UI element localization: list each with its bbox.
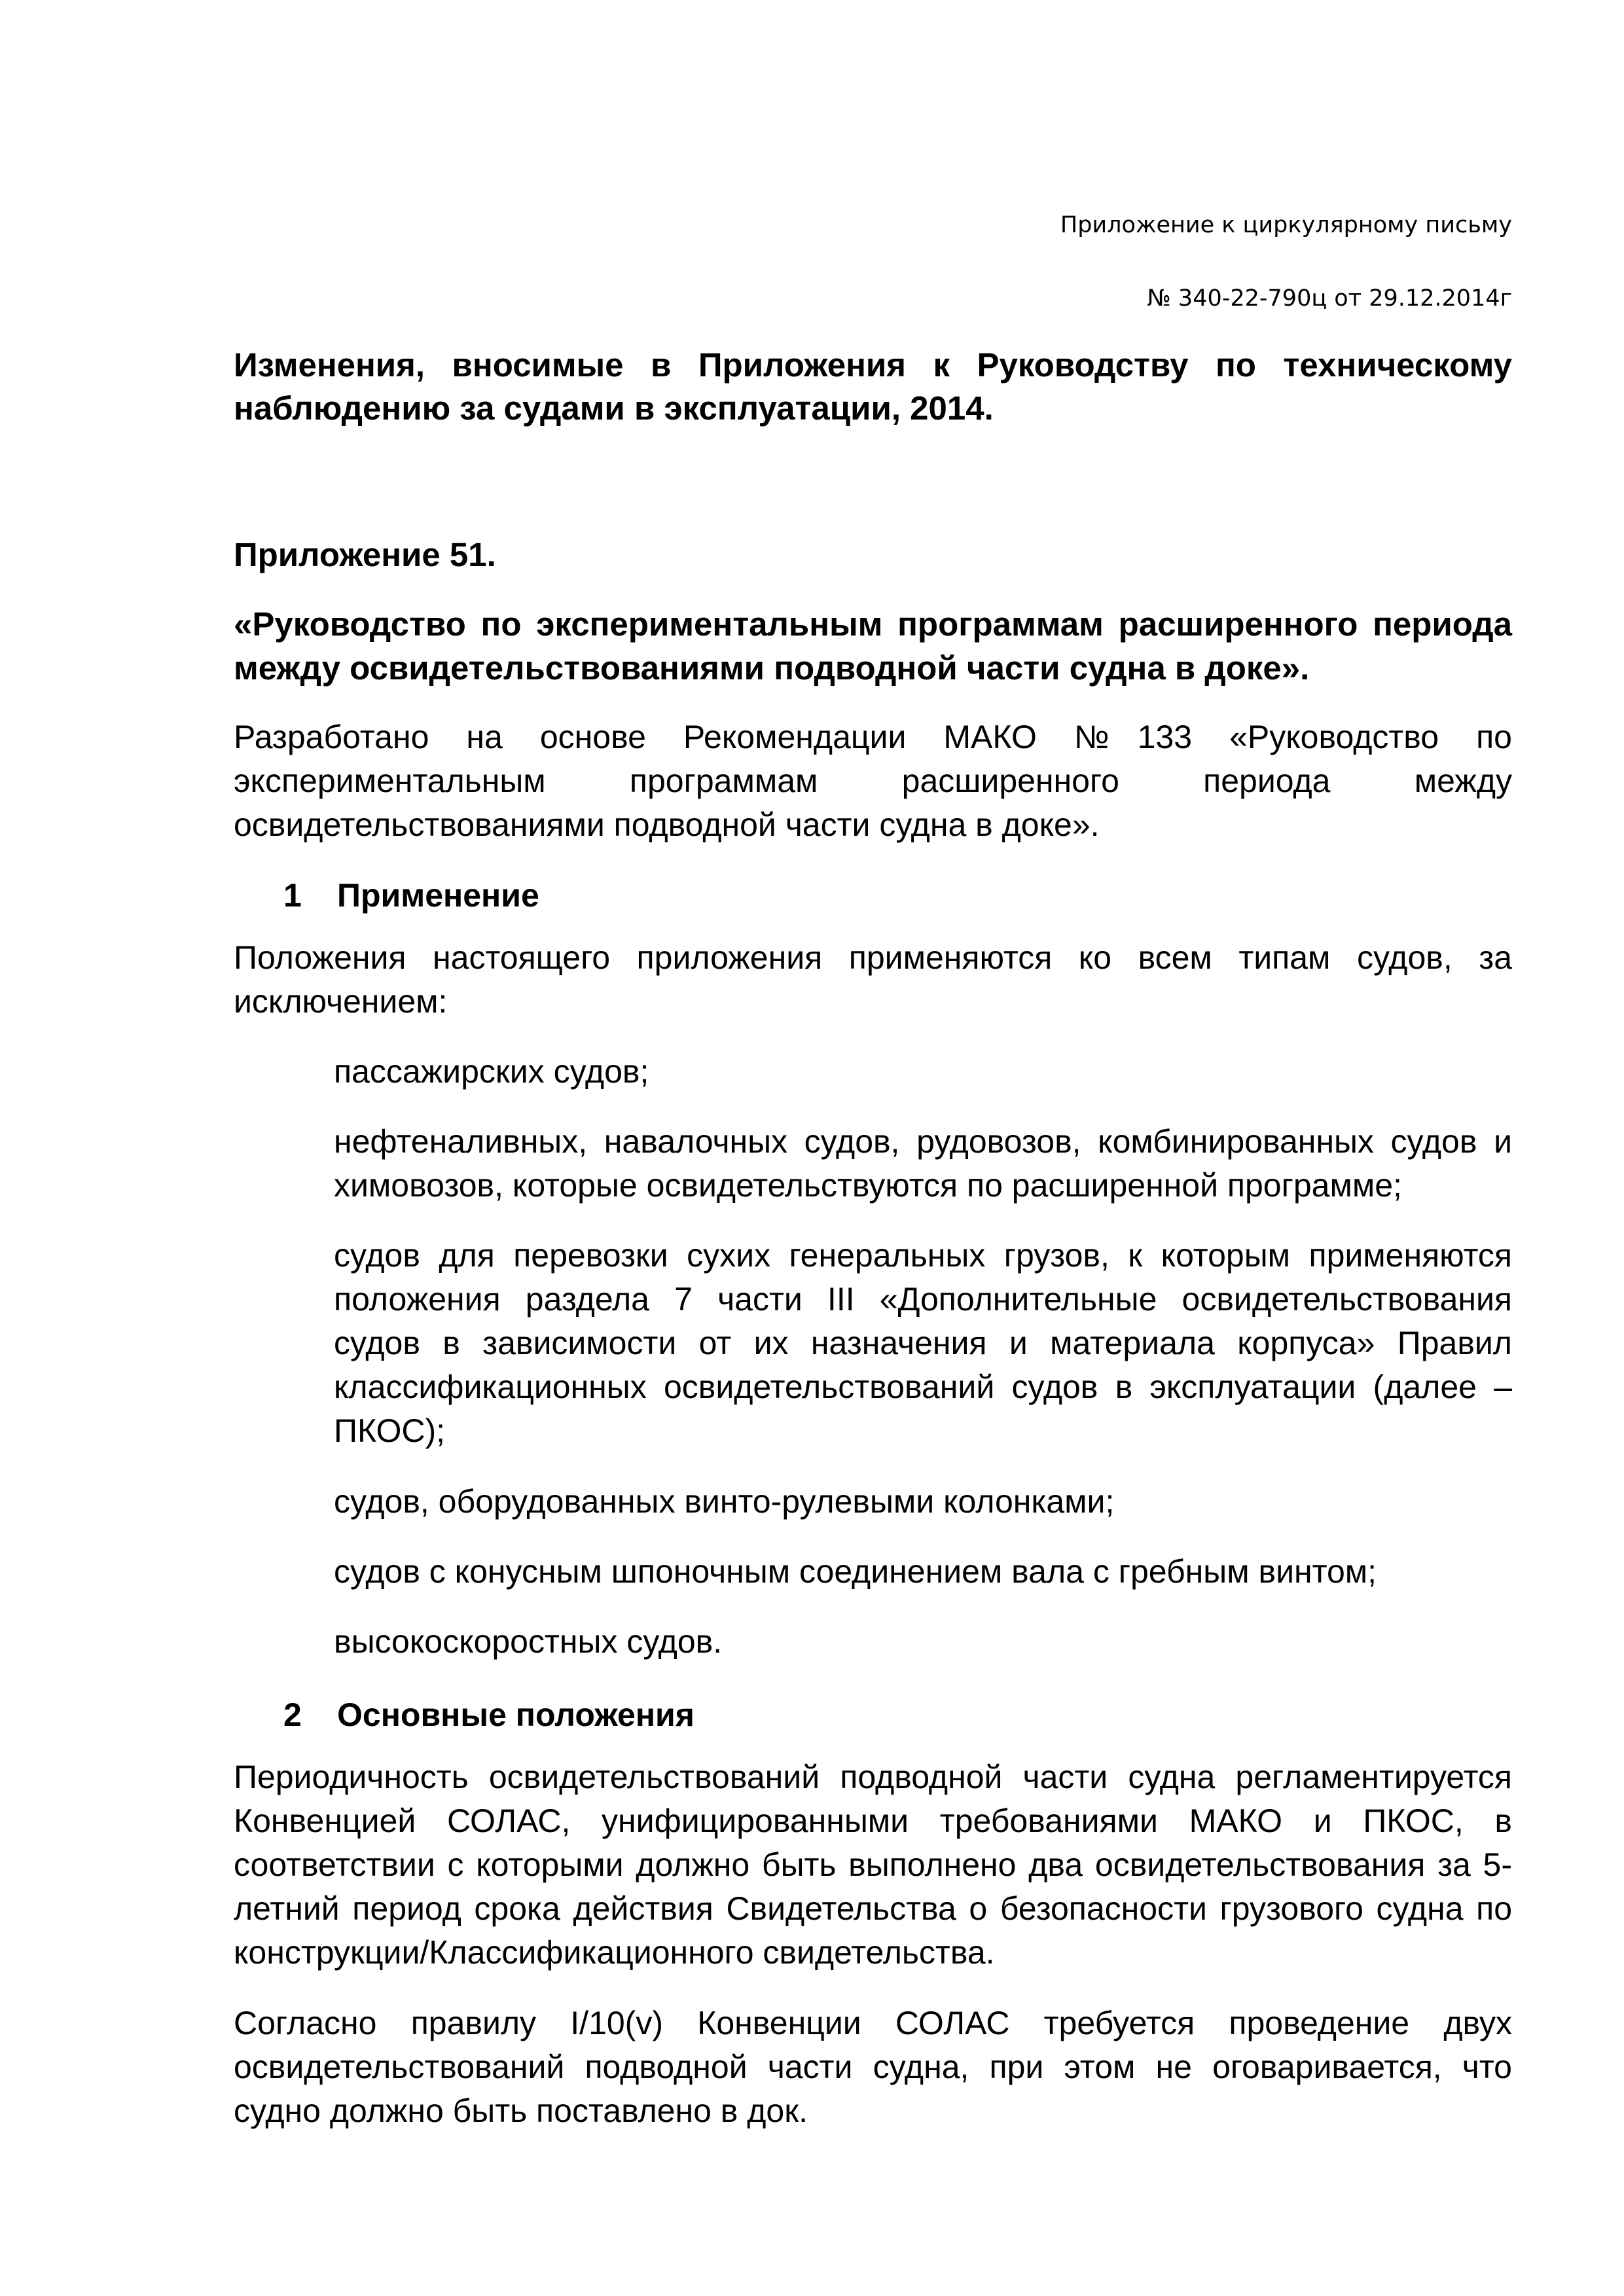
- section-title: Основные положения: [337, 1696, 695, 1733]
- exclusion-list-item: высокоскоростных судов.: [334, 1623, 723, 1660]
- annex-label: Приложение 51.: [234, 536, 496, 573]
- header-letter-number-date: № 340-22-790ц от 29.12.2014г: [1147, 285, 1512, 312]
- exclusion-list-item: нефтеналивных, навалочных судов, рудовозов, комбинированных судов и химовозов, которые освидетельствуются по расширенной программе;: [334, 1123, 1512, 1204]
- main-provisions-paragraph: Согласно правилу I/10(v) Конвенции СОЛАС требуется проведение двух освидетельствований подводной части судна, при этом не оговаривается, что судно должно быть поставлено в док.: [234, 2005, 1512, 2129]
- section-title: Применение: [337, 877, 539, 914]
- section-number: 1: [283, 877, 302, 914]
- application-paragraph: Положения настоящего приложения применяются ко всем типам судов, за исключением:: [234, 939, 1512, 1020]
- section-number: 2: [283, 1696, 302, 1733]
- exclusion-list-item: судов для перевозки сухих генеральных грузов, к которым применяются положения раздела 7 части III «Дополнительные освидетельствования судов в зависимости от их назначения и материала корпуса» Правил классификационных освидетельствований судов в эксплуатации (далее – ПКОС);: [334, 1237, 1512, 1449]
- document-title: Изменения, вносимые в Приложения к Руководству по техническому наблюдению за судами в эксплуатации, 2014.: [234, 346, 1512, 427]
- exclusion-list-item: судов, оборудованных винто-рулевыми колонками;: [334, 1483, 1115, 1520]
- annex-subtitle: «Руководство по экспериментальным программам расширенного периода между освидетельствованиями подводной части судна в доке».: [234, 605, 1512, 687]
- main-provisions-paragraph: Периодичность освидетельствований подводной части судна регламентируется Конвенцией СОЛАС, унифицированными требованиями МАКО и ПКОС, в соответствии с которыми должно быть выполнено два освидетельствования за 5-летний период срока действия Свидетельства о безопасности грузового судна по конструкции/Классификационного свидетельства.: [234, 1759, 1512, 1971]
- header-appendix-note: Приложение к циркулярному письму: [1060, 212, 1512, 238]
- section-heading-application: [283, 874, 539, 918]
- annex-intro-paragraph: Разработано на основе Рекомендации МАКО №133 «Руководство по экспериментальным программам расширенного периода между освидетельствованиями подводной части судна в доке».: [234, 719, 1512, 843]
- exclusion-list-item: судов с конусным шпоночным соединением вала с гребным винтом;: [334, 1553, 1377, 1590]
- section-heading-main-provisions: [283, 1693, 695, 1737]
- exclusion-list-item: пассажирских судов;: [334, 1053, 649, 1090]
